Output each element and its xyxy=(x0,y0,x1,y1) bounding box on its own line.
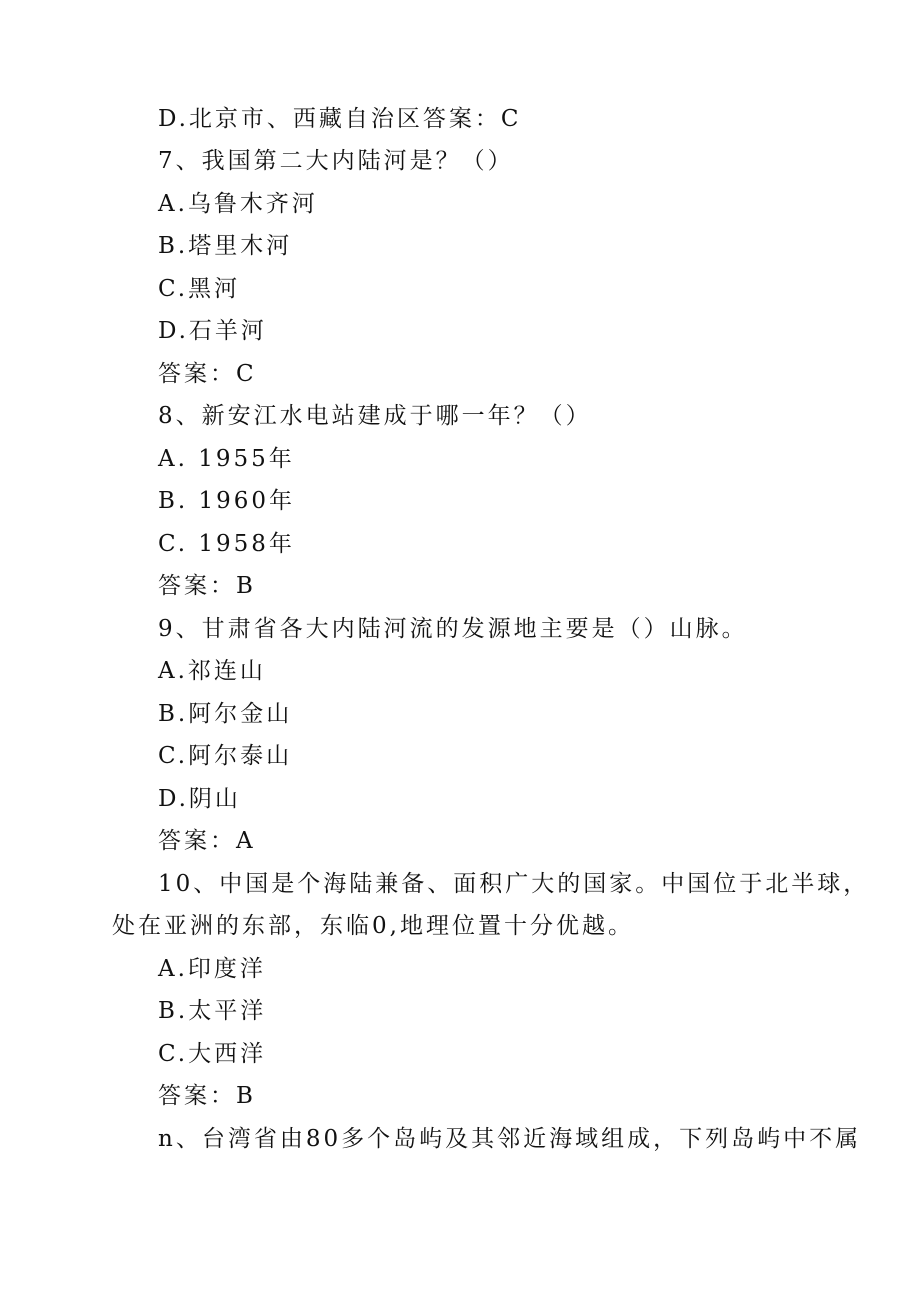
question-8: 8、新安江水电站建成于哪一年？（） xyxy=(158,403,592,429)
question-7-option-c: C.黑河 xyxy=(158,276,241,302)
question-10-line-1: 10、中国是个海陆兼备、面积广大的国家。中国位于北半球， xyxy=(158,871,870,897)
question-9-answer: 答案：A xyxy=(158,828,256,854)
question-11-line-1: n、台湾省由80多个岛屿及其邻近海域组成，下列岛屿中不属 xyxy=(158,1126,862,1152)
question-10-option-a: A.印度洋 xyxy=(158,956,266,982)
question-9-option-d: D.阴山 xyxy=(158,786,241,812)
question-7-option-b: B.塔里木河 xyxy=(158,233,293,259)
question-7: 7、我国第二大内陆河是？（） xyxy=(158,148,514,174)
question-9: 9、甘肃省各大内陆河流的发源地主要是（）山脉。 xyxy=(158,616,748,642)
question-10-answer: 答案：B xyxy=(158,1083,256,1109)
question-10-option-c: C.大西洋 xyxy=(158,1041,267,1067)
question-8-option-a: A. 1955年 xyxy=(158,446,295,472)
question-10-option-b: B.太平洋 xyxy=(158,998,267,1024)
question-8-answer: 答案：B xyxy=(158,573,256,599)
question-8-option-c: C. 1958年 xyxy=(158,531,295,557)
question-8-option-b: B. 1960年 xyxy=(158,488,296,514)
question-10-line-2: 处在亚洲的东部，东临0,地理位置十分优越。 xyxy=(112,913,634,939)
question-9-option-c: C.阿尔泰山 xyxy=(158,743,293,769)
question-7-answer: 答案：C xyxy=(158,361,257,387)
question-7-option-a: A.乌鲁木齐河 xyxy=(158,191,318,217)
question-9-option-a: A.祁连山 xyxy=(158,658,266,684)
question-7-option-d: D.石羊河 xyxy=(158,318,267,344)
question-9-option-b: B.阿尔金山 xyxy=(158,701,293,727)
prev-question-option-d-with-answer: D.北京市、西藏自治区答案：C xyxy=(158,106,522,132)
